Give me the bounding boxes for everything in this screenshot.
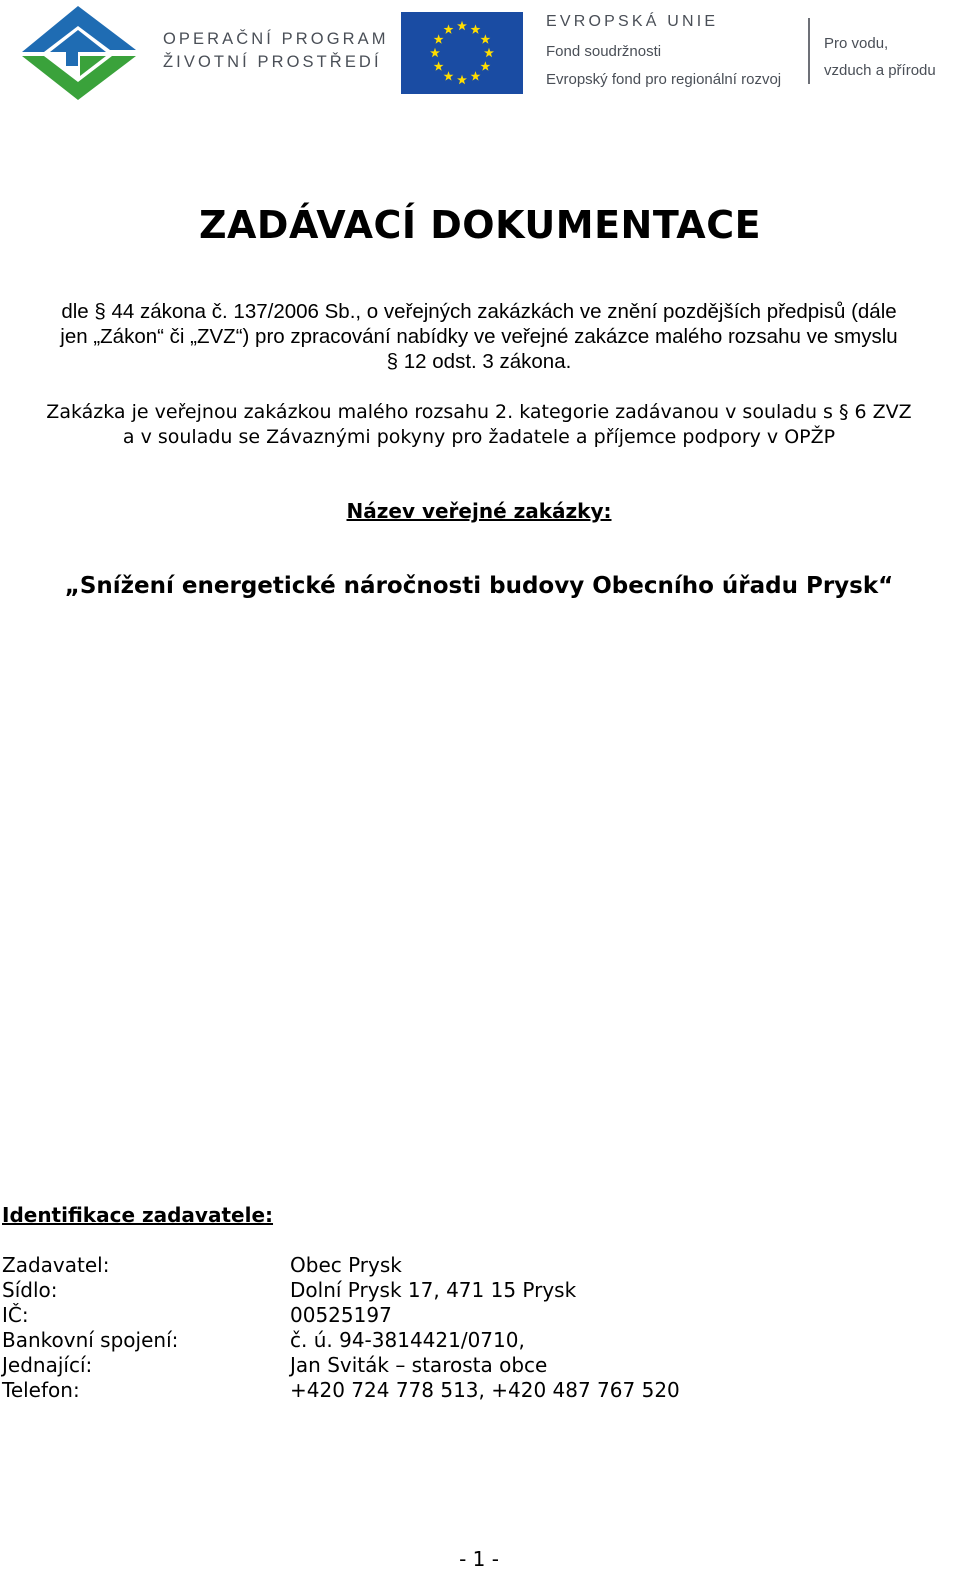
identification-table [2, 1253, 680, 1403]
id-value: Jan Sviták – starosta obce [290, 1353, 548, 1377]
id-row-representative [2, 1353, 680, 1378]
eu-title: EVROPSKÁ UNIE [546, 13, 719, 30]
contract-name-label: Název veřejné zakázky: [346, 499, 612, 523]
id-row-bank [2, 1328, 680, 1353]
id-value: +420 724 778 513, +420 487 767 520 [290, 1378, 680, 1402]
id-label: Telefon: [2, 1378, 80, 1402]
page-number: - 1 - [459, 1547, 499, 1571]
id-value: 00525197 [290, 1303, 392, 1327]
id-row-contracting-authority [2, 1253, 680, 1278]
id-row-ico [2, 1303, 680, 1328]
contract-name: „Snížení energetické náročnosti budovy Obecního úřadu Prysk“ [64, 573, 894, 599]
header-divider [808, 18, 810, 84]
category-line1: Zakázka je veřejnou zakázkou malého rozsahu 2. kategorie zadávanou v souladu s § 6 ZVZ [46, 401, 912, 423]
id-row-seat [2, 1278, 680, 1303]
identification-heading: Identifikace zadavatele: [2, 1203, 274, 1227]
id-label: Jednající: [2, 1353, 93, 1377]
id-label: Zadavatel: [2, 1253, 110, 1277]
id-value: č. ú. 94-3814421/0710, [290, 1328, 525, 1352]
slogan-line2: vzduch a přírodu [824, 62, 936, 79]
intro-line3: § 12 odst. 3 zákona. [386, 350, 572, 373]
program-name [163, 28, 389, 74]
id-label: IČ: [2, 1303, 29, 1327]
document-title: ZADÁVACÍ DOKUMENTACE [198, 203, 762, 247]
id-value: Dolní Prysk 17, 471 15 Prysk [290, 1278, 577, 1302]
category-line2: a v souladu se Závaznými pokyny pro žadatele a příjemce podpory v OPŽP [122, 426, 836, 448]
id-label: Bankovní spojení: [2, 1328, 179, 1352]
intro-paragraph [0, 299, 958, 374]
program-line2: ŽIVOTNÍ PROSTŘEDÍ [163, 53, 382, 71]
program-line1: OPERAČNÍ PROGRAM [163, 30, 389, 48]
eu-flag-icon [401, 12, 523, 94]
intro-line1: dle § 44 zákona č. 137/2006 Sb., o veřejných zakázkách ve znění pozdějších předpisů (dále [61, 300, 897, 323]
category-paragraph [0, 400, 958, 450]
intro-line2: jen „Zákon“ či „ZVZ“) pro zpracování nabídky ve veřejné zakázce malého rozsahu ve smyslu [60, 325, 898, 348]
id-value: Obec Prysk [290, 1253, 402, 1277]
slogan [824, 30, 936, 84]
eu-fund-regional: Evropský fond pro regionální rozvoj [546, 71, 782, 88]
slogan-line1: Pro vodu, [824, 35, 889, 52]
eu-fund-cohesion: Fond soudržnosti [546, 43, 662, 60]
id-row-phone [2, 1378, 680, 1403]
opzp-logo [14, 4, 142, 102]
id-label: Sídlo: [2, 1278, 58, 1302]
